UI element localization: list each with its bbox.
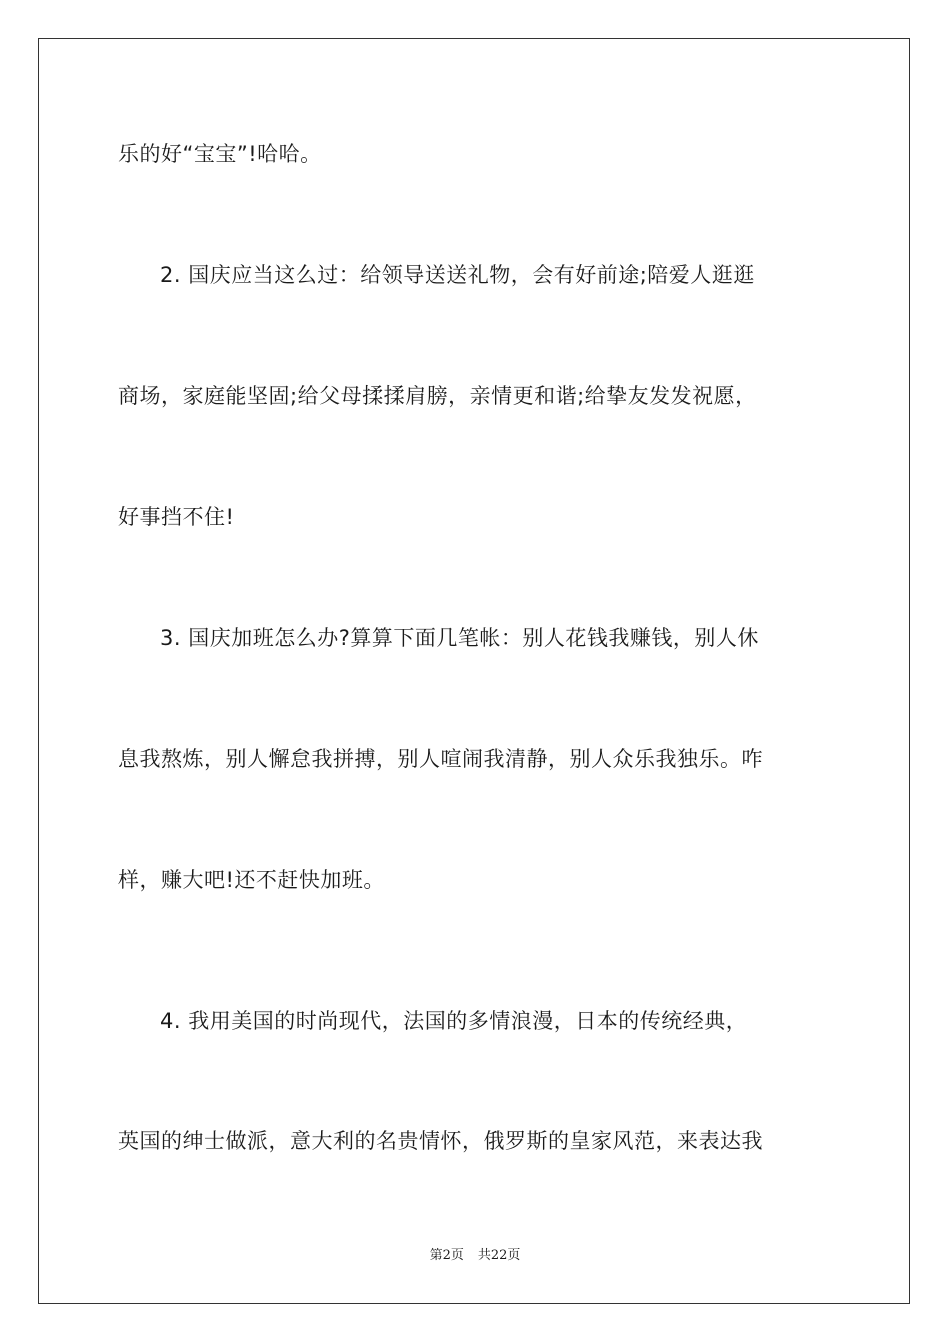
page-frame: [38, 38, 910, 1304]
text-line-5: 3. 国庆加班怎么办?算算下面几笔帐：别人花钱我赚钱，别人休: [160, 626, 759, 650]
text-line-3: 商场，家庭能坚固;给父母揉揉肩膀，亲情更和谐;给挚友发发祝愿，: [118, 384, 757, 408]
text-line-7: 样，赚大吧!还不赶快加班。: [118, 868, 385, 892]
text-line-8: 4. 我用美国的时尚现代，法国的多情浪漫，日本的传统经典，: [160, 1009, 748, 1033]
text-line-6: 息我熬炼，别人懈怠我拼搏，别人喧闹我清静，别人众乐我独乐。咋: [118, 747, 763, 771]
page-footer: [0, 1247, 950, 1265]
text-line-2: 2. 国庆应当这么过：给领导送送礼物，会有好前途;陪爱人逛逛: [160, 263, 755, 287]
text-line-9: 英国的绅士做派，意大利的名贵情怀，俄罗斯的皇家风范，来表达我: [118, 1129, 763, 1153]
page-total: 共22页: [477, 1248, 521, 1263]
text-line-4: 好事挡不住!: [118, 505, 235, 529]
text-line-1: 乐的好“宝宝”!哈哈。: [118, 142, 322, 166]
page-number: 第2页: [429, 1248, 464, 1263]
